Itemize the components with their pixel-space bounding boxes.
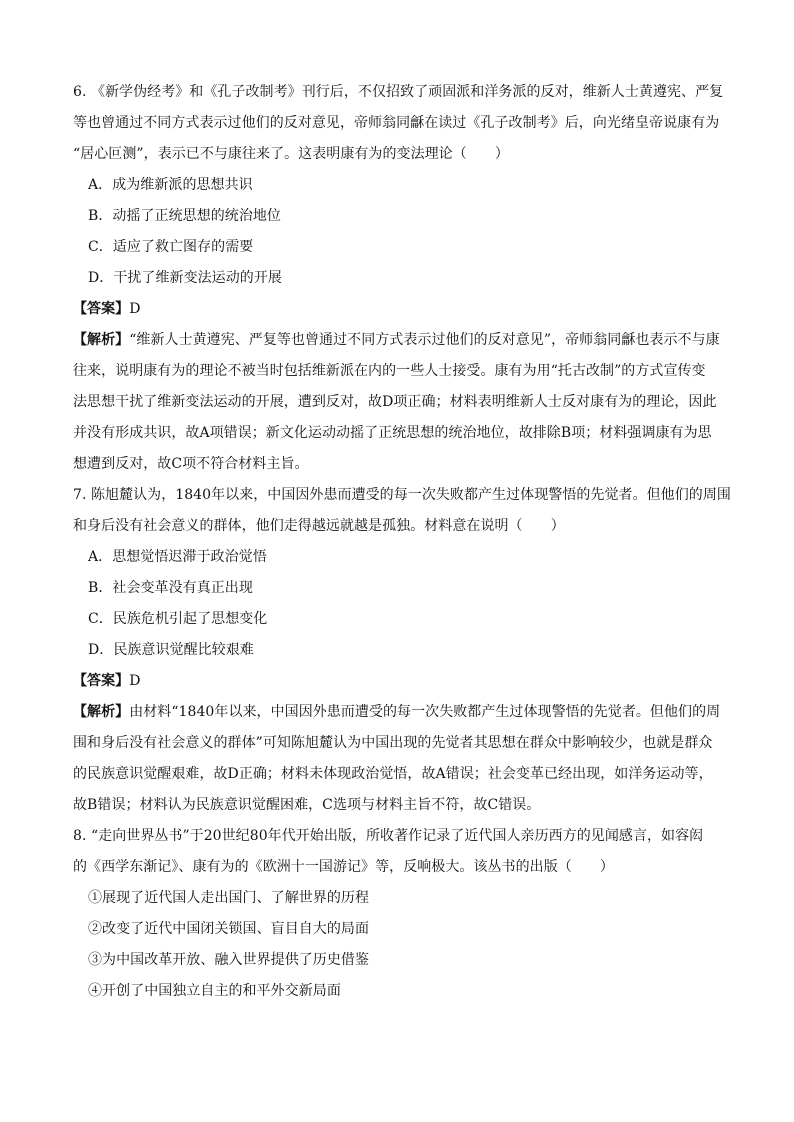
- q6-analysis-line-4: 并没有形成共识，故A项错误；新文化运动动摇了正统思想的统治地位，故排除B项；材料强调康有为思: [73, 425, 712, 441]
- q8-option-4: ④开创了中国独立自主的和平外交新局面: [88, 983, 341, 999]
- q8-option-2: ②改变了近代中国闭关锁国、盲目自大的局面: [88, 921, 369, 937]
- q6-option-a: A．成为维新派的思想共识: [88, 177, 253, 193]
- q6-analysis-label: 【解析】: [73, 332, 130, 348]
- q7-option-d: D．民族意识觉醒比较艰难: [88, 642, 254, 658]
- q6-analysis-line-1: [73, 330, 733, 350]
- q6-stem-line-3: “居心叵测”，表示已不与康往来了。这表明康有为的变法理论（ ）: [73, 146, 509, 162]
- q7-analysis-label: 【解析】: [73, 704, 130, 720]
- q7-option-c: C．民族危机引起了思想变化: [88, 611, 268, 627]
- q6-option-d: D．干扰了维新变法运动的开展: [88, 270, 282, 286]
- q7-option-a: A．思想觉悟迟滞于政治觉悟: [88, 549, 267, 565]
- q6-stem-line-2: 等也曾通过不同方式表示过他们的反对意见，帝师翁同龢在读过《孔子改制考》后，向光绪皇帝说康有为: [73, 115, 720, 131]
- q7-answer-label: 【答案】: [73, 673, 130, 689]
- q8-stem-line-1: 8. “走向世界丛书”于20世纪80年代开始出版，所收著作记录了近代国人亲历西方的见闻感言，如容闳: [73, 828, 704, 844]
- q8-stem-line-2: 的《西学东渐记》、康有为的《欧洲十一国游记》等，反响极大。该丛书的出版（ ）: [73, 859, 614, 875]
- q6-answer-value: D: [129, 301, 141, 317]
- q6-analysis-line-3: 法思想干扰了维新变法运动的开展，遭到反对，故D项正确；材料表明维新人士反对康有为的理论，因此: [73, 394, 717, 410]
- q7-analysis-line-4: 故B错误；材料认为民族意识觉醒困难，C选项与材料主旨不符，故C错误。: [73, 797, 541, 813]
- q7-analysis-line-3: 的民族意识觉醒艰难，故D正确；材料未体现政治觉悟，故A错误；社会变革已经出现，如洋务运动等，: [73, 766, 713, 782]
- q6-option-c: C．适应了救亡图存的需要: [88, 239, 254, 255]
- q6-analysis-line-5: 想遭到反对，故C项不符合材料主旨。: [73, 456, 309, 472]
- q7-stem-line-2: 和身后没有社会意义的群体，他们走得越远就越是孤独。材料意在说明（ ）: [73, 518, 565, 534]
- q6-option-b: B．动摇了正统思想的统治地位: [88, 208, 281, 224]
- q7-analysis-line-2: 围和身后没有社会意义的群体”可知陈旭麓认为中国出现的先觉者其思想在群众中影响较少，也就是群众: [73, 735, 713, 751]
- q6-answer: [73, 299, 733, 319]
- q7-stem-line-1: 7. 陈旭麓认为，1840年以来，中国因外患而遭受的每一次失败都产生过体现警悟的先觉者。但他们的周围: [73, 487, 731, 503]
- q7-answer-value: D: [129, 673, 141, 689]
- q7-analysis-text-1: 由材料“1840年以来，中国因外患而遭受的每一次失败都产生过体现警悟的先觉者。但他们的周: [129, 704, 721, 720]
- q6-analysis-text-1: “维新人士黄遵宪、严复等也曾通过不同方式表示过他们的反对意见”，帝师翁同龢也表示不与康: [129, 332, 720, 348]
- q8-option-1: ①展现了近代国人走出国门、了解世界的历程: [88, 890, 369, 906]
- q6-analysis-line-2: 往来，说明康有为的理论不被当时包括维新派在内的一些人士接受。康有为用“托古改制”的方式宣传变: [73, 363, 706, 379]
- q7-answer: [73, 671, 733, 691]
- q6-answer-label: 【答案】: [73, 301, 130, 317]
- q8-option-3: ③为中国改革开放、融入世界提供了历史借鉴: [88, 952, 369, 968]
- q7-option-b: B．社会变革没有真正出现: [88, 580, 253, 596]
- q7-analysis-line-1: [73, 702, 733, 722]
- q6-stem-line-1: 6. 《新学伪经考》和《孔子改制考》刊行后，不仅招致了顽固派和洋务派的反对，维新人士黄遵宪、严复: [73, 84, 724, 100]
